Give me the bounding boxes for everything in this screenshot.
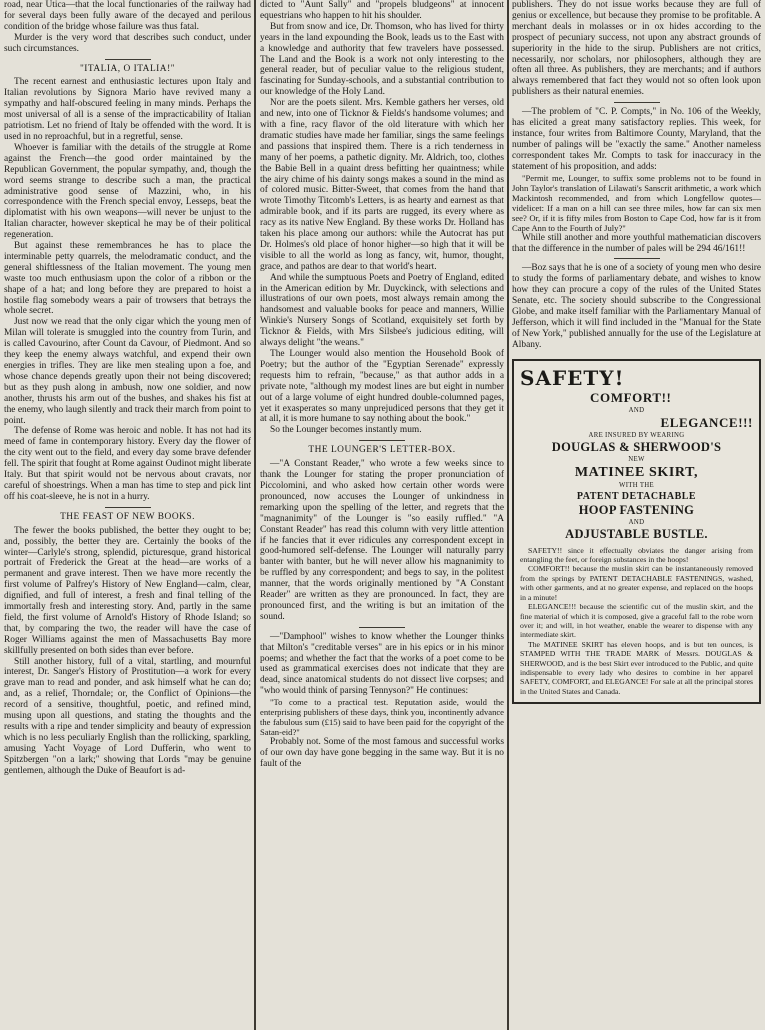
column-left [4,0,251,1030]
ad-brand: DOUGLAS & SHERWOOD'S [551,439,722,454]
paragraph: But from snow and ice, Dr. Thomson, who has lived for thirty years in the land expounding the Book, leads us to the East with a knowledge and authority that few travelers have possessed. The Land and the Book is a work not only interesting to the general reader, but of peculiar value to the religious student, fascinating for Sunday-schools, and a substantial contribution to our knowledge of the Holy Land. [260,21,504,98]
ad-comfort: COMFORT!! [590,389,672,405]
ad-bustle: ADJUSTABLE BUSTLE. [565,526,708,541]
ad-product: MATINEE SKIRT, [574,464,699,480]
article-heading-italia: "ITALIA, O ITALIA!" [79,63,176,74]
ad-elegance: ELEGANCE!!! [660,414,753,430]
ad-patent: PATENT DETACHABLE [576,490,697,502]
advertisement-matinee-skirt [512,359,761,705]
section-divider [105,59,151,60]
continued-paragraph: publishers. They do not issue works because they are full of genius or excellence, but because they promise to be profitable. A merchant deals in molasses or in ox hides according to the prospect of pecuniary success, not upon any abstract grounds of superiority in the hide to the sirup. Publishers are not critics, necessarily, nor scholars, nor philosophers, although they are often all three. As publishers, they are merchants; and if authors always remembered that fact they would not so often look upon publishers as their natural enemies. [512,0,761,98]
paragraph: Probably not. Some of the most famous and successful works of our own day have gone begging in the same way. But it is no fault of the [260,737,504,769]
paragraph: Whoever is familiar with the details of the struggle at Rome against the French—the good order maintained by the Republican Government, the popular sympathy, and, though the word seems strange to describe such a man, the practical administrative good sense of Mazzini, who, in his correspondence with the French special envoy, Lesseps, beat the diplomatist with his own weapons—will never be unjust to the Italian character, however skeptical he may be of their political regeneration. [4,142,251,241]
paragraph: Still another history, full of a vital, startling, and mournful interest, Dr. Sanger's History of Prostitution—a work for every grave man to read and ponder, and ask himself what he can do; and, as a relief, Thorndale; or, the Conflict of Opinions—the record of a sensitive, thoughtful, poetic, and refined mind, musing upon all questions, and stating the thoughts and the results with a ripe and tender simplicity and beauty of expression which is no less peculiarly English than the rollicking, sparkling, amusing Yacht Voyage of Lord Dufferin, who went to Spitzbergen "on a lark;" showing that Lords "may be genuine gentlemen, although the Duke of Beaufort is ad- [4,656,251,776]
paragraph: The recent earnest and enthusiastic lectures upon Italy and Italian revolutions by Signora Mario have revived many a sympathy and half-obscured feeling in many minds. Perhaps the most universal of all is a sense of the impracticability of Italian patriotism. Let no friend of Italy be offended with the word. It is used in no reproachful, but in a regretful, sense. [4,77,251,142]
column-rule [507,0,509,1030]
ad-copy-paragraph: SAFETY!! since it effectually obviates the danger arising from entangling the feet, or foreign substances in the hoops! [520,545,753,565]
paragraph: Nor are the poets silent. Mrs. Kemble gathers her verses, old and new, into one of Ticknor & Fields's handsome volumes; and with a fine, racy flavor of the old literature with which her dramatic studies have made her familiar, sings the same feelings and passions that inspired them. There is a rich tenderness in many of her poems, a pathetic dignity. Mr. Aldrich, too, clothes the Babie Bell in a quaint dress befitting her quaintness; while the airy chime of his dainty songs makes a sound in the mind as of colored music. Bitter-Sweet, that comes from the hand that wrote Timothy Titcomb's Letters, is as hearty and earnest as that admirable book, and if its parts are rugged, its every where as racy as its native New England. By these works Dr. Holland has taken his place among our authors: while the Autocrat has put Dr. Holmes's old place of honor higher—so high that it will be visible to all the world as long as fancy, wit, humor, thought, grace, and pathos are dear to that world's heart. [260,98,504,272]
section-divider [105,507,151,508]
article-heading-feast: THE FEAST OF NEW BOOKS. [60,511,195,522]
column-rule [254,0,256,1030]
section-divider [359,440,405,441]
ad-hoop: HOOP FASTENING [578,502,695,517]
ad-copy-paragraph: COMFORT!! because the muslin skirt can be instantaneously removed from the springs by PATENT DETACHABLE FASTENINGS, washed, with other garments, and at no greater expense, and replaced on the hoops in a minute! [520,564,753,602]
paragraph: The Lounger would also mention the Household Book of Poetry; but the author of the "Egyptian Serenade" expressly requests him to refrain, "because," as that author adds in a private note, "although my modest lines are but eight in number out of a large volume of eight hundred double-columned pages, yet it exasperates so many unprejudiced persons that they get it at all, it is more humane to say nothing about the book." [260,349,504,425]
ad-copy [520,546,753,697]
paragraph: —Boz says that he is one of a society of young men who desire to study the forms of parliamentary debate, and wishes to know how they can procure a copy of the rules of the United States Senate, etc. The society should subscribe to the Congressional Globe, and make itself familiar with the Parliamentary Manual of Jefferson, which it will find included in the "Manual for the State of New York," published annually for the use of the Legislature at Albany. [512,263,761,350]
ad-new: NEW [628,455,645,463]
ad-copy-paragraph: ELEGANCE!!! because the scientific cut of the muslin skirt, and the fine material of which it is composed, give a graceful fall to the robe worn over it; and will, in hot weather, enable the wearer to dispense with any intermediate skirt. [520,602,753,640]
paragraph: Murder is the very word that describes such conduct, under such circumstances. [4,32,251,54]
ad-and: AND [628,406,645,414]
ad-with: WITH THE [619,481,654,489]
column-right [512,0,761,1030]
paragraph: While still another and more youthful mathematician discovers that the difference in the number of pales will be 294 46/161!! [512,232,761,254]
paragraph: The fewer the books published, the better they ought to be; and, possibly, the better they are. Certainly the books of the winter—Carlyle's strong, splendid, picturesque, grand historical portrait of Frederick the Great at the head—are works of a permanent and grave interest. Then we have more recently the first volume of Palfrey's History of New England—calm, clear, dignified, and full of interest, a fresh and final telling of the immortally fresh and interesting story. And, partly in the same field, the first volume of Arnold's History of Rhode Island; so that, by comparing the two, the reader will have the case of Roger Williams against the men of Massachusetts Bay more skillfully presented on both sides than ever before. [4,525,251,656]
paragraph: —"A Constant Reader," who wrote a few weeks since to thank the Lounger for stating the proper pronunciation of Piccolomini, and who asked how certain other words were pronounced, now accuses the Lounger of unkindness in remarking upon the spelling of the letter, and regrets that the "magnanimity" of the Lounger is "so easily ruffled." "A Constant Reader" has read this column with very little attention if he fancies that it ever ridicules any correspondent except in good-humored self-defense. The Lounger will naturally parry banter with banter, but he will never allow his magnanimity to be ruffled by any correspondent; and begs to say, in the politest manner, that the words originally mentioned by "A Constant Reader" are written as they are pronounced. In fact, they are pronounced first, and the writing is but an imitation of the sound. [260,459,504,622]
paragraph: —"Damphool" wishes to know whether the Lounger thinks that Milton's "creditable verses" are in his epics or in his minor poems; and whether the fact that the works of a poet come to be used as grammatical exercises does not indicate that they are dead, since anatomical students do not dissect live corpses; and "who would think of parsing Tennyson?" He continues: [260,631,504,697]
paragraph: —The problem of "C. P. Compts," in No. 106 of the Weekly, has elicited a great many satisfactory replies. This week, for instance, four writes from Baltimore County, Maryland, that the number of palings will be "exactly the same." Another nameless correspondent takes Mr. Compts to task for inaccuracy in the statement of his proposition, and adds: [512,107,761,172]
section-divider [614,258,660,259]
paragraph: And while the sumptuous Poets and Poetry of England, edited in the American edition by Mr. Duyckinck, with selections and illustrations of our own poets, most always remain among the handsomest and valuable books for peace and manners, Willie Winkie's Nursery Songs of Scotland, exquisitely set forth by Ticknor & Fields, with Mrs Silsbee's judicious editing, will always delight "the weans." [260,272,504,349]
continued-paragraph: dicted to "Aunt Sally" and "propels bludgeons" at innocent equestrians who happen to hit his shoulder. [260,0,504,21]
ad-safety: SAFETY! [520,365,625,390]
section-divider [614,102,660,103]
quoted-paragraph: "To come to a practical test. Reputation aside, would the enterprising publishers of these days, think you, incontinently advance the fabulous sum (£15) said to have been paid for the copyright of the Satan-eid?" [260,697,504,738]
ad-copy-paragraph: The MATINEE SKIRT has eleven hoops, and is but ten ounces, is STAMPED WITH THE TRADE MARK of Messrs. DOUGLAS & SHERWOOD, and is the best Skirt ever introduced to the Public, and quite indispensable to every lady who desires to combine in her apparel SAFETY, COMFORT, and ELEGANCE! For sale at all the principal stores in the United States and Canada. [520,639,753,696]
paragraph: But against these remembrances he has to place the interminable petty quarrels, the melodramatic conduct, and the general shiftlessness of the Italian movement. The young men waste too much enthusiasm upon the color of a ribbon or the shape of a hat; and long before they are prepared to hoist a hostile flag somebody wears a pair of trowsers that betrays the whole secret. [4,241,251,317]
article-heading-letter-box: THE LOUNGER'S LETTER-BOX. [308,445,456,456]
ad-insured: ARE INSURED BY WEARING [588,431,685,439]
paragraph: The defense of Rome was heroic and noble. It has not had its meed of fame in contemporary history. Every day the flower of the city went out to the field, and every day some brave defender fell. The spirit that fought at Rome against Oudinot might liberate Italy. But that spirit would not be nervous about cravats, nor careful of shoestrings. When a man has time to step and pick lint off his coat-sleeve, he is not in a hurry. [4,426,251,502]
ad-and-2: AND [628,518,645,526]
continued-paragraph: road, near Utica—that the local functionaries of the railway had for several days been fully aware of the decayed and perilous condition of the bridge whose failure was thus fatal. [4,0,251,32]
column-middle [260,0,504,1030]
paragraph: Just now we read that the only cigar which the young men of Milan will tolerate is smuggled into the country from Turin, and is called Cavourino, after Count da Cavour, of Piedmont. And so they keep the enemy always watchful, and expend their own energies in trifles. They are like men stealing upon a foe, and whose chance depends greatly upon their not being discovered; but as they push along in ambush, now one soldier, and now another, thrusts his arm out of the bushes, and shakes his fist at the enemy, who laugh silently and track their march from point to point. [4,317,251,426]
section-divider [359,627,405,628]
quoted-paragraph: "Permit me, Lounger, to suffix some problems not to be found in John Taylor's translation of Lilawati's Sanscrit arithmetic, a work which Mackintosh recommended, and from which Longfellow quotes—videlicet: If a man on a hill can see three miles, how far can six men see? Or, if it is fifty miles from Boston to Cape Cod, how far is it from Cape Ann to the Fourth of July?" [512,172,761,233]
paragraph: So the Lounger becomes instantly mum. [270,425,422,436]
